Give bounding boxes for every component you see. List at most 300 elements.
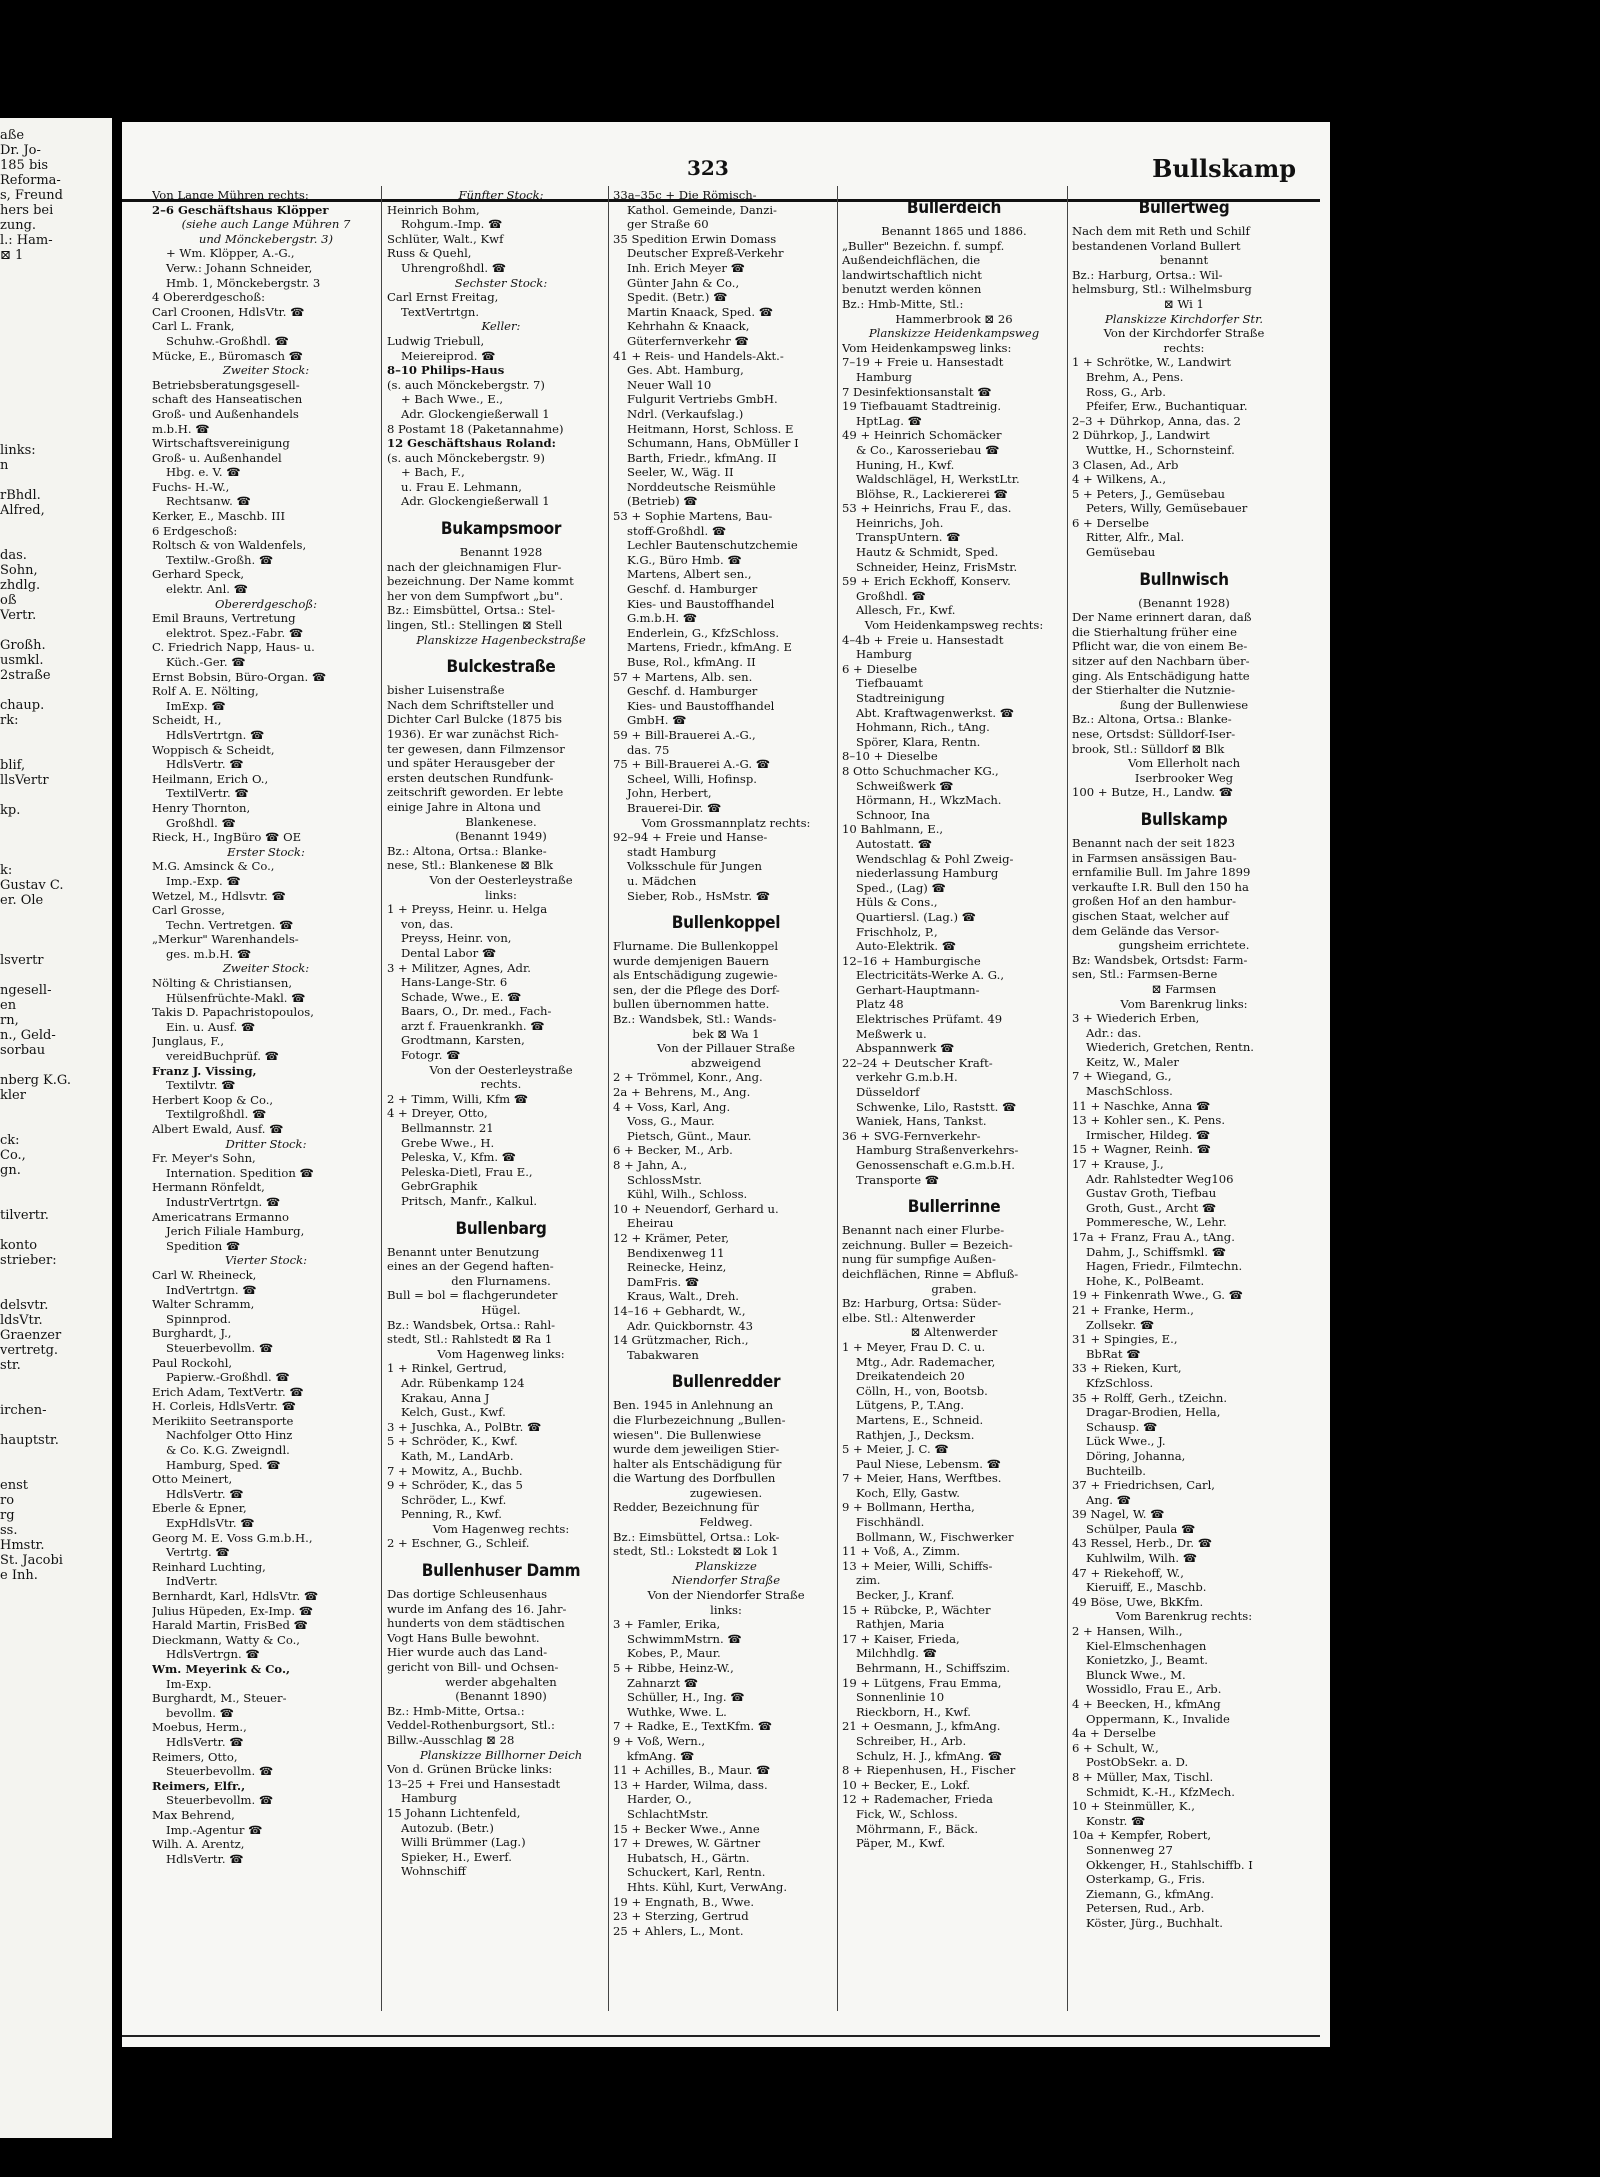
directory-line: IndVertr. [166, 1574, 218, 1589]
directory-line: nese, Stl.: Blankenese ⊠ Blk [387, 858, 554, 873]
directory-line: HdlsVertr. ☎ [166, 757, 244, 772]
street-heading: Bullenkoppel [671, 913, 781, 934]
directory-line: 12 Geschäftshaus Roland: [387, 436, 556, 451]
directory-line: Bz.: Hmb-Mitte, Ortsa.: [387, 1703, 525, 1718]
street-heading: Bullerrinne [907, 1197, 1001, 1218]
previous-page-line [0, 848, 112, 863]
floor-or-plan-label: Planskizze [695, 1558, 757, 1573]
directory-line: Blunck Wwe., M. [1086, 1667, 1186, 1682]
directory-line: Martens, Friedr., kfmAng. E [627, 640, 792, 655]
directory-line: bek ⊠ Wa 1 [692, 1026, 760, 1041]
directory-line: IndVertrtgn. ☎ [166, 1282, 257, 1297]
directory-line: Hubatsch, H., Gärtn. [627, 1850, 750, 1865]
directory-line: Vom Grossmannplatz rechts: [641, 815, 811, 830]
previous-page-text [0, 128, 112, 1583]
directory-line: Gerhard Speck, [152, 567, 245, 582]
directory-line: Rieckborn, H., Kwf. [856, 1704, 971, 1719]
directory-line: Paul Niese, Lebensm. ☎ [856, 1456, 1002, 1471]
directory-line: Heitmann, Horst, Schloss. E [627, 421, 794, 436]
directory-line: Schausp. ☎ [1086, 1419, 1158, 1434]
directory-line: 17 + Krause, J., [1072, 1157, 1164, 1172]
directory-line: Spörer, Klara, Rentn. [856, 734, 981, 749]
directory-line: Textilgroßhdl. ☎ [166, 1107, 267, 1122]
directory-line: Wendschlag & Pohl Zweig- [856, 851, 1014, 866]
directory-line: Wilh. A. Arentz, [152, 1837, 245, 1852]
directory-line: Baars, O., Dr. med., Fach- [401, 1004, 552, 1019]
directory-line: Schüller, H., Ing. ☎ [627, 1690, 745, 1705]
directory-line: Döring, Johanna, [1086, 1448, 1186, 1463]
directory-line: Benannt 1928 [459, 545, 543, 560]
directory-line: TextVertrtgn. [401, 304, 480, 319]
directory-line: Vom Hagenweg rechts: [432, 1521, 570, 1536]
directory-line: Steuerbevollm. ☎ [166, 1764, 274, 1779]
directory-line: Reimers, Otto, [152, 1749, 238, 1764]
directory-line: Benannt 1865 und 1886. [881, 224, 1027, 238]
directory-line: Bz.: Harburg, Ortsa.: Wil- [1072, 267, 1223, 282]
directory-line: KfzSchloss. [1086, 1375, 1154, 1390]
directory-line: 15 Johann Lichtenfeld, [387, 1805, 521, 1820]
directory-line: zeitschrift geworden. Er lebte [387, 785, 564, 800]
directory-line: Rathjen, Maria [856, 1617, 945, 1632]
directory-line: links: [485, 887, 517, 902]
directory-line: Großhdl. ☎ [856, 588, 926, 603]
directory-line: Russ & Quehl, [387, 246, 472, 261]
directory-line: 11 + Achilles, B., Maur. ☎ [613, 1763, 771, 1778]
directory-line: Ges. Abt. Hamburg, [627, 363, 744, 378]
directory-line: Harald Martin, FrisBed ☎ [152, 1618, 308, 1633]
directory-line: 59 + Erich Eckhoff, Konserv. [842, 574, 1011, 589]
directory-line: Erich Adam, TextVertr. ☎ [152, 1384, 304, 1399]
previous-page-line: kler [0, 1088, 26, 1103]
directory-line: Abspannwerk ☎ [856, 1041, 955, 1056]
directory-line: Peleska, V., Kfm. ☎ [401, 1150, 517, 1165]
previous-page-line: hauptstr. [0, 1433, 59, 1448]
directory-line: gericht von Bill- und Ochsen- [387, 1660, 559, 1675]
directory-line: Techn. Vertretgen. ☎ [166, 917, 294, 932]
directory-line: 19 + Engnath, B., Wwe. [613, 1894, 755, 1909]
previous-page-line: ss. [0, 1523, 18, 1538]
directory-line: 4 + Wilkens, A., [1072, 472, 1167, 487]
directory-line: 59 + Bill-Brauerei A.-G., [613, 727, 756, 742]
directory-line: Enderlein, G., KfzSchloss. [627, 625, 780, 640]
directory-line: Franz J. Vissing, [152, 1063, 257, 1078]
directory-line: Adr. Glockengießerwall 1 [401, 406, 550, 421]
directory-line: Rohgum.-Imp. ☎ [401, 217, 503, 232]
directory-line: Hohe, K., PolBeamt. [1086, 1273, 1205, 1288]
directory-line: Gemüsebau [1086, 545, 1156, 560]
floor-or-plan-label: Sechster Stock: [454, 275, 548, 290]
directory-line: M.G. Amsinck & Co., [152, 859, 275, 874]
directory-line: Albert Ewald, Ausf. ☎ [152, 1122, 284, 1136]
directory-line: Kehrhahn & Knaack, [627, 319, 750, 334]
floor-or-plan-label: Erster Stock: [227, 844, 305, 859]
directory-line: großen Hof an den hambur- [1072, 894, 1236, 909]
directory-line: Günter Jahn & Co., [627, 275, 740, 290]
directory-line: PostObSekr. a. D. [1086, 1755, 1189, 1770]
directory-line: Barth, Friedr., kfmAng. II [627, 450, 777, 465]
directory-line: Hamburg [401, 1791, 457, 1806]
directory-line: 3 + Famler, Erika, [613, 1617, 721, 1632]
directory-line: abzweigend [690, 1055, 762, 1070]
directory-line: ßung der Bullenwiese [1119, 697, 1249, 712]
directory-line: Rieck, H., IngBüro ☎ OE [152, 830, 302, 845]
directory-line: + Wm. Klöpper, A.-G., [166, 246, 295, 261]
directory-line: Carl L. Frank, [152, 319, 235, 334]
previous-page-line: hers bei [0, 203, 54, 218]
previous-page-line: enst [0, 1478, 28, 1493]
directory-line: 22–24 + Deutscher Kraft- [842, 1055, 993, 1070]
directory-line: 25 + Ahlers, L., Mont. [613, 1923, 744, 1938]
previous-page-line [0, 908, 112, 923]
previous-page-line [0, 818, 112, 833]
previous-page-line: das. [0, 548, 27, 563]
directory-line: 19 Tiefbauamt Stadtreinig. [842, 399, 1002, 414]
directory-line: Genossenschaft e.G.m.b.H. [856, 1158, 1015, 1172]
directory-line: 8 Postamt 18 (Paketannahme) [387, 421, 564, 436]
previous-page-line: Gustav C. [0, 878, 64, 893]
directory-line: 19 + Lütgens, Frau Emma, [842, 1675, 1002, 1690]
directory-line: Meßwerk u. [856, 1026, 927, 1041]
directory-line: bullen übernommen hatte. [613, 997, 770, 1012]
directory-line: 37 + Friedrichsen, Carl, [1072, 1478, 1215, 1493]
directory-line: 7 + Mowitz, A., Buchb. [387, 1463, 523, 1478]
previous-page-line: gn. [0, 1163, 21, 1178]
directory-line: Henry Thornton, [152, 800, 251, 815]
directory-line: Wossidlo, Frau E., Arb. [1086, 1682, 1222, 1697]
previous-page-line: irchen- [0, 1403, 47, 1418]
directory-line: stadt Hamburg [627, 844, 717, 859]
column-divider [1067, 186, 1068, 2011]
directory-line: Groß- und Außenhandels [152, 406, 299, 421]
directory-line: Tabakwaren [627, 1347, 699, 1362]
directory-line: Wirtschaftsvereinigung [152, 436, 290, 451]
directory-line: 17 + Drewes, W. Gärtner [613, 1836, 761, 1851]
directory-line: 35 + Rolff, Gerh., tZeichn. [1072, 1390, 1228, 1405]
directory-line: Merikiito Seetransporte [152, 1413, 294, 1428]
directory-line: John, Herbert, [627, 786, 712, 801]
previous-page-line: sorbau [0, 1043, 46, 1058]
directory-line: gungsheim errichtete. [1118, 938, 1250, 953]
previous-page-fragment [0, 118, 112, 2138]
directory-line: eines an der Gegend haften- [387, 1259, 554, 1274]
directory-line: Wiederich, Gretchen, Rentn. [1086, 1040, 1254, 1055]
directory-line: rechts: [1163, 340, 1205, 355]
directory-line: 9 + Voß, Wern., [613, 1733, 706, 1748]
directory-line: bestandenen Vorland Bullert [1072, 238, 1241, 253]
directory-line: 41 + Reis- und Handels-Akt.- [613, 348, 784, 363]
directory-line: 75 + Bill-Brauerei A.-G. ☎ [613, 757, 771, 772]
street-heading: Bukampsmoor [440, 519, 562, 540]
previous-page-line: Sohn, [0, 563, 38, 578]
directory-line: Reimers, Elfr., [152, 1778, 246, 1793]
directory-line: Kiel-Elmschenhagen [1086, 1638, 1207, 1653]
directory-line: 10 + Neuendorf, Gerhard u. [613, 1201, 779, 1216]
directory-line: zim. [856, 1573, 881, 1588]
directory-line: Flurname. Die Bullenkoppel [613, 939, 779, 954]
floor-or-plan-label: Planskizze Heidenkampsweg [868, 326, 1040, 341]
directory-line: Woppisch & Scheidt, [152, 742, 275, 757]
previous-page-line: kp. [0, 803, 21, 818]
directory-line: Ernst Bobsin, Büro-Organ. ☎ [152, 669, 327, 684]
previous-page-line: rg [0, 1508, 15, 1523]
directory-line: Behrmann, H., Schiffszim. [856, 1661, 1011, 1675]
directory-line: u. Frau E. Lehmann, [401, 479, 522, 494]
directory-line: elektr. Anl. ☎ [166, 582, 249, 597]
directory-line: bezeichnung. Der Name kommt [387, 574, 574, 589]
floor-or-plan-label: Zweiter Stock: [222, 363, 310, 378]
directory-line: schaft des Hanseatischen [152, 392, 303, 407]
directory-line: das. 75 [627, 742, 670, 757]
directory-line: Kieruiff, E., Maschb. [1086, 1580, 1207, 1595]
directory-line: HdlsVertr. ☎ [166, 1734, 244, 1749]
directory-line: 19 + Finkenrath Wwe., G. ☎ [1072, 1288, 1244, 1303]
directory-line: Pommeresche, W., Lehr. [1086, 1215, 1227, 1230]
directory-line: 100 + Butze, H., Landw. ☎ [1072, 785, 1234, 800]
directory-line: G.m.b.H. ☎ [627, 611, 698, 626]
directory-line: Küch.-Ger. ☎ [166, 655, 246, 669]
directory-line: als Entschädigung zugewie- [613, 968, 778, 983]
directory-line: Rolf A. E. Nölting, [152, 684, 259, 699]
previous-page-line: n., Geld- [0, 1028, 56, 1043]
directory-line: 92–94 + Freie und Hanse- [613, 830, 768, 845]
previous-page-line: Großh. [0, 638, 46, 653]
directory-line: elbe. Stl.: Altenwerder [842, 1310, 976, 1325]
directory-line: Redder, Bezeichnung für [613, 1500, 759, 1515]
floor-or-plan-label: Fünfter Stock: [458, 188, 544, 202]
previous-page-line: chaup. [0, 698, 45, 713]
directory-line: Adr. Quickbornstr. 43 [627, 1318, 754, 1333]
previous-page-line [0, 938, 112, 953]
directory-line: Bz.: Hmb-Mitte, Stl.: [842, 296, 964, 311]
floor-or-plan-label: (siehe auch Lange Mühren 7 [181, 217, 351, 232]
previous-page-line [0, 518, 112, 533]
directory-line: (s. auch Mönckebergstr. 7) [387, 377, 545, 392]
directory-line: stedt, Stl.: Rahlstedt ⊠ Ra 1 [387, 1332, 553, 1347]
directory-line: Jerich Filiale Hamburg, [166, 1224, 305, 1239]
directory-line: 8 + Jahn, A., [613, 1158, 688, 1172]
directory-line: Dental Labor ☎ [401, 945, 497, 960]
directory-line: 53 + Heinrichs, Frau F., das. [842, 501, 1012, 516]
directory-line: 12–16 + Hamburgische [842, 953, 981, 968]
directory-line: Ein. u. Ausf. ☎ [166, 1019, 256, 1034]
directory-line: Geschf. d. Hamburger [627, 582, 758, 597]
directory-line: Keitz, W., Maler [1086, 1054, 1179, 1069]
directory-line: SchlossMstr. [627, 1172, 702, 1187]
directory-line: Imp.-Exp. ☎ [166, 873, 241, 888]
directory-line: brook, Stl.: Sülldorf ⊠ Blk [1072, 741, 1225, 756]
directory-line: 9 + Bollmann, Hertha, [842, 1500, 975, 1515]
directory-line: Reinecke, Heinz, [627, 1260, 727, 1275]
directory-line: landwirtschaftlich nicht [842, 267, 982, 282]
previous-page-line: str. [0, 1358, 21, 1373]
directory-line: Paul Rockohl, [152, 1355, 233, 1370]
previous-page-line: k: [0, 863, 13, 878]
directory-line: Benannt unter Benutzung [387, 1244, 540, 1259]
directory-line: 2 + Trömmel, Konr., Ang. [613, 1070, 763, 1085]
directory-line: Dreikatendeich 20 [856, 1369, 965, 1384]
directory-line: Wuthke, Wwe. L. [627, 1704, 727, 1719]
directory-line: Kelch, Gust., Kwf. [401, 1405, 506, 1420]
directory-line: „Buller" Bezeichn. f. sumpf. [842, 238, 1005, 253]
directory-line: Vom Heidenkampsweg links: [842, 340, 1012, 355]
bottom-rule [122, 2035, 1320, 2037]
directory-line: SchwimmMstrn. ☎ [627, 1631, 742, 1646]
directory-line: Vom Ellerholt nach [1127, 756, 1241, 771]
directory-line: (Benannt 1890) [455, 1689, 547, 1704]
directory-line: Neuer Wall 10 [627, 377, 712, 392]
previous-page-line [0, 368, 112, 383]
directory-line: 7–19 + Freie u. Hansestadt [842, 355, 1004, 370]
directory-line: Kathol. Gemeinde, Danzi- [627, 202, 777, 217]
previous-page-line [0, 263, 112, 278]
directory-line: 10 + Becker, E., Lokf. [842, 1777, 971, 1792]
previous-page-line [0, 968, 112, 983]
directory-line: Benannt nach einer Flurbe- [842, 1223, 1005, 1238]
directory-line: 39 Nagel, W. ☎ [1072, 1507, 1165, 1522]
directory-line: vereidBuchprüf. ☎ [166, 1049, 280, 1064]
directory-line: Petersen, Rud., Arb. [1086, 1901, 1205, 1916]
previous-page-line: rk: [0, 713, 19, 728]
directory-line: Adr. Glockengießerwall 1 [401, 494, 550, 509]
running-title: Bullskamp [1152, 154, 1296, 183]
directory-line: Bz.: Eimsbüttel, Ortsa.: Stel- [387, 603, 556, 618]
directory-line: Feldweg. [699, 1515, 753, 1530]
directory-line: Steuerbevollm. ☎ [166, 1340, 274, 1355]
page-header [122, 142, 1330, 182]
directory-line: Burghardt, M., Steuer- [152, 1691, 287, 1706]
previous-page-line: delsvtr. [0, 1298, 49, 1313]
directory-line: benannt [1159, 253, 1209, 268]
directory-line: Brehm, A., Pens. [1086, 369, 1184, 384]
previous-page-line: konto [0, 1238, 38, 1253]
previous-page-line: en [0, 998, 17, 1013]
directory-line: Vogt Hans Bulle bewohnt. [387, 1630, 540, 1645]
directory-line: Von der Pillauer Straße [656, 1041, 795, 1056]
directory-line: Peleska-Dietl, Frau E., [401, 1164, 533, 1179]
directory-line: Wetzel, M., Hdlsvtr. ☎ [152, 888, 286, 903]
directory-line: Volksschule für Jungen [627, 859, 762, 874]
directory-line: Kraus, Walt., Dreh. [627, 1289, 739, 1304]
previous-page-line [0, 533, 112, 548]
directory-line: Schmidt, K.-H., KfzMech. [1086, 1784, 1235, 1799]
directory-line: 15 + Becker Wwe., Anne [613, 1821, 760, 1836]
directory-line: 1936). Er war zunächst Rich- [387, 727, 559, 741]
directory-line: TranspUntern. ☎ [856, 530, 961, 545]
directory-line: HptLag. ☎ [856, 413, 923, 428]
floor-or-plan-label: Zweiter Stock: [222, 961, 310, 976]
directory-line: Spinnprod. [166, 1311, 232, 1326]
directory-line: 10 + Steinmüller, K., [1072, 1799, 1195, 1814]
directory-line: Rechtsanw. ☎ [166, 494, 251, 509]
previous-page-line [0, 428, 112, 443]
directory-line: Ludwig Triebull, [387, 333, 485, 348]
directory-line: Fr. Meyer's Sohn, [152, 1151, 256, 1166]
directory-line: GmbH. ☎ [627, 713, 687, 728]
directory-line: bevollm. ☎ [166, 1705, 235, 1720]
directory-line: Adr. Rahlstedter Weg106 [1086, 1171, 1234, 1186]
directory-line: BbRat ☎ [1086, 1346, 1141, 1361]
previous-page-line: rBhdl. [0, 488, 41, 503]
previous-page-line [0, 1448, 112, 1463]
directory-line: Bollmann, W., Fischwerker [856, 1529, 1014, 1544]
directory-line: Hautz & Schmidt, Sped. [856, 545, 999, 560]
directory-line: Auto-Elektrik. ☎ [856, 939, 957, 954]
previous-page-line [0, 1178, 112, 1193]
directory-line: elektrot. Spez.-Fabr. ☎ [166, 625, 304, 640]
directory-line: Von der Oesterleystraße [429, 1062, 573, 1077]
directory-line: Fischhändl. [856, 1515, 925, 1530]
directory-line: Groth, Gust., Archt ☎ [1086, 1200, 1217, 1215]
directory-line: m.b.H. ☎ [152, 421, 210, 436]
directory-line: 17a + Franz, Frau A., tAng. [1072, 1230, 1235, 1244]
previous-page-line: Dr. Jo- [0, 143, 41, 158]
floor-or-plan-label: Keller: [481, 319, 521, 334]
directory-line: Pfeifer, Erw., Buchantiquar. [1086, 399, 1248, 414]
directory-line: Bz.: Altona, Ortsa.: Blanke- [1072, 712, 1232, 727]
directory-line: Norddeutsche Reismühle [627, 479, 776, 494]
floor-or-plan-label: Dritter Stock: [225, 1136, 307, 1151]
directory-line: Vom Barenkrug rechts: [1115, 1609, 1253, 1624]
directory-line: 1 + Schrötke, W., Landwirt [1072, 355, 1232, 370]
directory-line: Hamburg [856, 369, 912, 384]
previous-page-line: er. Ole [0, 893, 44, 908]
directory-line: Hülsenfrüchte-Makl. ☎ [166, 990, 306, 1005]
directory-line: verkehr G.m.b.H. [856, 1070, 958, 1085]
directory-line: Transporte ☎ [856, 1172, 940, 1187]
directory-line: Takis D. Papachristopoulos, [152, 1005, 314, 1020]
column-3 [613, 188, 839, 1938]
directory-line: 35 Spedition Erwin Domass [613, 231, 777, 246]
directory-line: HdlsVertr. ☎ [166, 1486, 244, 1501]
directory-line: Walter Schramm, [152, 1297, 255, 1312]
directory-line: Kies- und Baustoffhandel [627, 596, 775, 611]
directory-line: 3 + Juschka, A., PolBtr. ☎ [387, 1419, 542, 1434]
directory-line: rechts. [480, 1077, 522, 1092]
directory-line: 6 Erdgeschoß: [152, 523, 238, 538]
directory-line: 49 + Heinrich Schomäcker [842, 428, 1002, 443]
directory-line: Martens, E., Schneid. [856, 1412, 984, 1427]
directory-line: Deutscher Expreß-Verkehr [627, 246, 784, 261]
floor-or-plan-label: Obererdgeschoß: [215, 596, 317, 611]
directory-line: & Co. K.G. Zweigndl. [166, 1443, 290, 1458]
street-heading: Bullenbarg [455, 1218, 547, 1239]
directory-line: Pritsch, Manfr., Kalkul. [401, 1194, 538, 1208]
previous-page-line: strieber: [0, 1253, 57, 1268]
directory-line: Otto Meinert, [152, 1472, 233, 1487]
street-heading: Bulckestraße [446, 657, 556, 678]
floor-or-plan-label: und Mönckebergstr. 3) [198, 231, 334, 246]
previous-page-line [0, 683, 112, 698]
directory-line: Electricitäts-Werke A. G., [856, 968, 1005, 983]
directory-line: Das dortige Schleusenhaus [387, 1587, 548, 1602]
directory-line: Blankenese. [465, 814, 537, 829]
directory-line: (s. auch Mönckebergstr. 9) [387, 450, 545, 465]
previous-page-line: lsvertr [0, 953, 44, 968]
directory-line: 1 + Rinkel, Gertrud, [387, 1361, 507, 1376]
directory-line: Gustav Groth, Tiefbau [1086, 1186, 1217, 1201]
directory-line: Platz 48 [856, 997, 904, 1012]
directory-line: Im-Exp. [166, 1676, 212, 1691]
directory-line: 6 + Dieselbe [842, 661, 918, 676]
previous-page-line: ldsVtr. [0, 1313, 43, 1328]
previous-page-line: l.: Ham- [0, 233, 53, 248]
directory-line: in Farmsen ansässigen Bau- [1072, 850, 1237, 865]
directory-line: Ziemann, G., kfmAng. [1086, 1886, 1214, 1901]
directory-line: lingen, Stl.: Stellingen ⊠ Stell [387, 618, 563, 633]
previous-page-line: ⊠ 1 [0, 248, 24, 263]
directory-line: sen, der die Pflege des Dorf- [613, 982, 780, 997]
directory-line: Betriebsberatungsgesell- [152, 377, 300, 392]
